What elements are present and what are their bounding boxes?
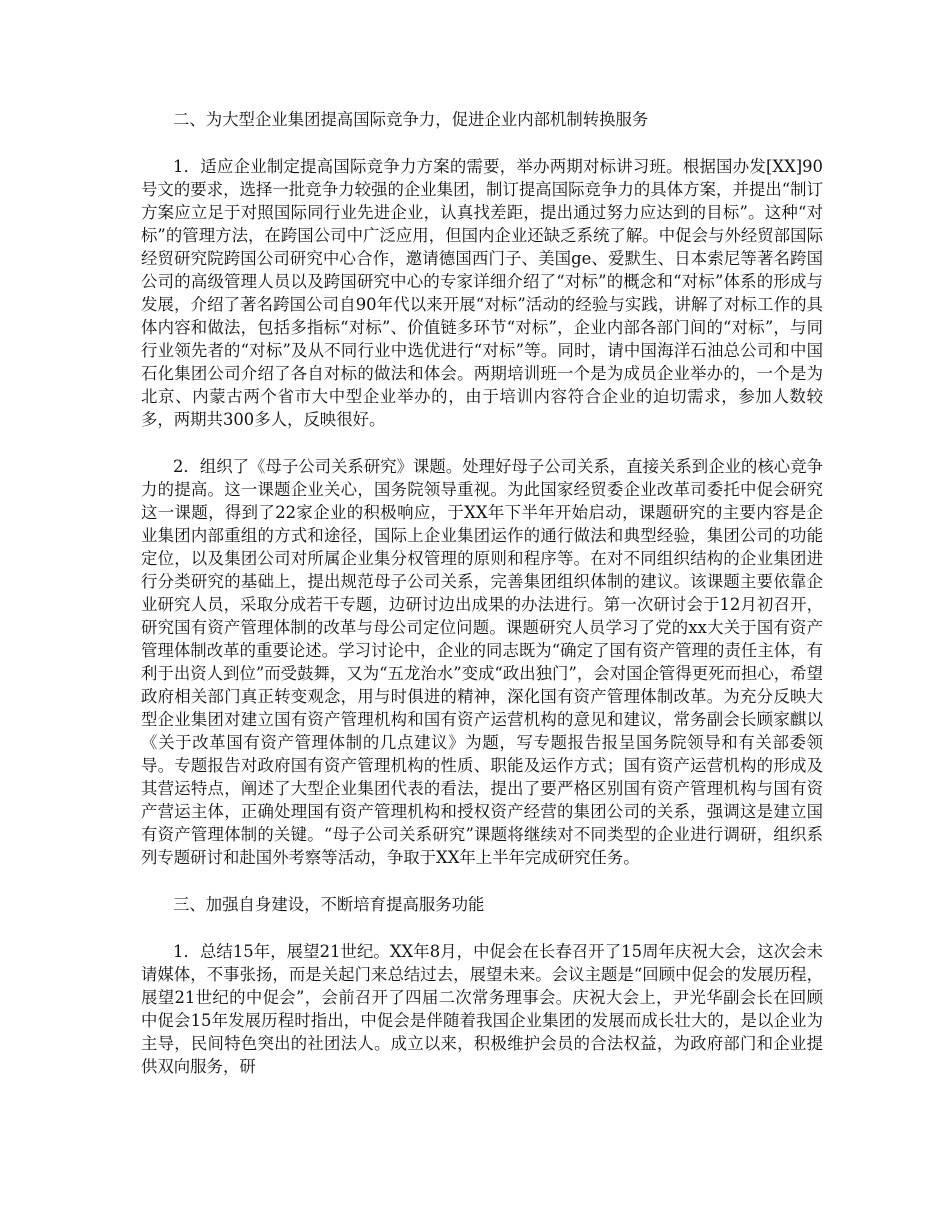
paragraph-benchmarking-workshop: 1．适应企业制定提高国际竞争力方案的需要，举办两期对标讲习班。根据国办发[XX]90号文的要求，选择一批竞争力较强的企业集团，制订提高国际竞争力的具体方案，并提出“制订方案应立足于对照国际同行业先进企业，认真找差距，提出通过努力应达到的目标”。这种“对标”的管理方法，在跨国公司中广泛应用，但国内企业还缺乏系统了解。中促会与外经贸部国际经贸研究院跨国公司研究中心合作，邀请德国西门子、美国ge、爱默生、日本索尼等著名跨国公司的高级管理人员以及跨国研究中心的专家详细介绍了“对标”的概念和“对标”体系的形成与发展，介绍了著名跨国公司自90年代以来开展“对标”活动的经验与实践，讲解了对标工作的具体内容和做法，包括多指标“对标”、价值链多环节“对标”，企业内部各部门间的“对标”，与同行业领先者的“对标”及从不同行业中选优进行“对标”等。同时，请中国海洋石油总公司和中国石化集团公司介绍了各自对标的做法和体会。两期培训班一个是为成员企业举办的，一个是为北京、内蒙古两个省市大中型企业举办的，由于培训内容符合企业的迫切需求，参加人数较多，两期共300多人，反映很好。 [141,157,823,429]
spacer [141,431,823,455]
spacer [141,869,823,893]
spacer [141,916,823,940]
section-heading-3: 三、加强自身建设，不断培育提高服务功能 [173,895,485,914]
section-heading-2: 二、为大型企业集团提高国际竞争力，促进企业内部机制转换服务 [173,110,649,129]
paragraph-15th-anniversary: 1．总结15年，展望21世纪。XX年8月，中促会在长春召开了15周年庆祝大会，这次会未请媒体，不事张扬，而是关起门来总结过去，展望未来。会议主题是“回顾中促会的发展历程，展望21世纪的中促会”，会前召开了四届二次常务理事会。庆祝大会上，尹光华副会长在回顾中促会15年发展历程时指出，中促会是伴随着我国企业集团的发展而成长壮大的，是以企业为主导，民间特色突出的社团法人。成立以来，积极维护会员的合法权益，为政府部门和企业提供双向服务，研 [141,942,823,1076]
paragraph-parent-subsidiary-research: 2．组织了《母子公司关系研究》课题。处理好母子公司关系，直接关系到企业的核心竞争力的提高。这一课题企业关心，国务院领导重视。为此国家经贸委企业改革司委托中促会研究这一课题，得到了22家企业的积极响应，于XX年下半年开始启动，课题研究的主要内容是企业集团内部重组的方式和途径，国际上企业集团运作的通行做法和典型经验，集团公司的功能定位，以及集团公司对所属企业集分权管理的原则和程序等。在对不同组织结构的企业集团进行分类研究的基础上，提出规范母子公司关系，完善集团组织体制的建议。该课题主要依靠企业研究人员，采取分成若干专题，边研讨边出成果的办法进行。第一次研讨会于12月初召开，研究国有资产管理体制的改革与母公司定位问题。课题研究人员学习了党的xx大关于国有资产管理体制改革的重要论述。学习讨论中，企业的同志既为“确定了国有资产管理的责任主体，有利于出资人到位”而受鼓舞，又为“五龙治水”变成“政出独门”，会对国企管得更死而担心，希望政府相关部门真正转变观念，用与时俱进的精神，深化国有资产管理体制改革。为充分反映大型企业集团对建立国有资产管理机构和国有资产运营机构的意见和建议，常务副会长顾家麒以《关于改革国有资产管理体制的几点建议》为题，写专题报告报呈国务院领导和有关部委领导。专题报告对政府国有资产管理机构的性质、职能及运作方式；国有资产运营机构的形成及其营运特点，阐述了大型企业集团代表的看法，提出了要严格区别国有资产管理机构与国有资产营运主体，正确处理国有资产管理机构和授权资产经营的集团公司的关系，强调这是建立国有资产管理体制的关键。“母子公司关系研究”课题将继续对不同类型的企业进行调研，组织系列专题研讨和赴国外考察等活动，争取于XX年上半年完成研究任务。 [141,457,823,867]
document-body [141,108,823,1078]
spacer [141,131,823,155]
